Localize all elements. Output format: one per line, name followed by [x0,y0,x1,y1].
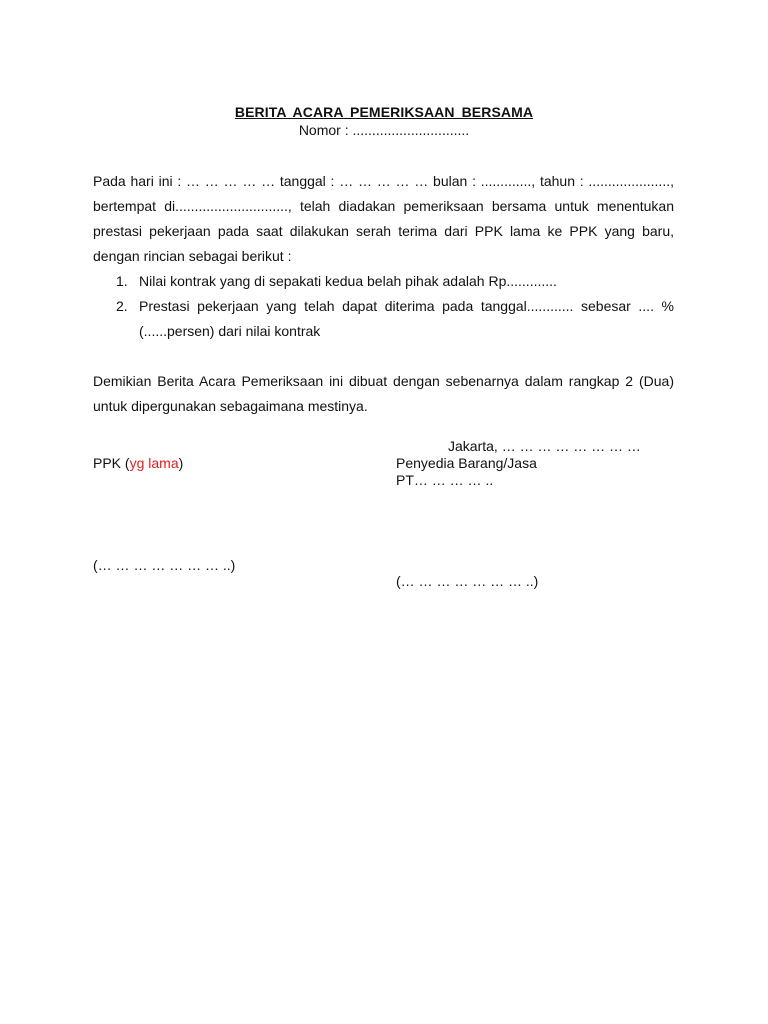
left-signature-name: (… … … … … … … ..) [93,557,236,573]
left-label-suffix: ) [178,455,184,471]
list-item-text: Prestasi pekerjaan yang telah dapat diterima pada tanggal............ sebesar .... % (......persen) dari nilai kontrak [139,298,674,339]
provider-label: Penyedia Barang/Jasa [396,455,537,471]
closing-paragraph: Demikian Berita Acara Pemeriksaan ini dibuat dengan sebenarnya dalam rangkap 2 (Dua) untuk dipergunakan sebagaimana mestinya. [93,373,674,414]
left-label-prefix: PPK ( [93,455,130,471]
list-item [93,269,674,294]
left-label-note: yg lama [129,455,179,471]
right-signature-name: (… … … … … … … ..) [396,573,539,589]
city-date-line: Jakarta, … … … … … … … … [448,438,641,454]
provider-company: PT… … … … .. [396,472,494,488]
list-item-number: 1. [116,273,128,289]
document-title: BERITA ACARA PEMERIKSAAN BERSAMA [234,104,534,120]
list-item-number: 2. [116,298,128,314]
details-list [93,269,674,344]
opening-paragraph: Pada hari ini : … … … … … tanggal : … … … … … bulan : ............., tahun : ....................., bertempat di............................., telah diadakan pemeriksaan bersama untuk menentukan prestasi pekerjaan pada saat dilakukan serah terima dari PPK lama ke PPK yang baru, dengan rincian sebagai berikut : [93,173,674,264]
list-item-text: Nilai kontrak yang di sepakati kedua belah pihak adalah Rp............. [139,273,557,289]
left-signatory-label [93,455,183,472]
right-signatory-label [396,455,537,489]
list-item [93,294,674,344]
document-number: Nomor : .............................. [298,122,470,138]
